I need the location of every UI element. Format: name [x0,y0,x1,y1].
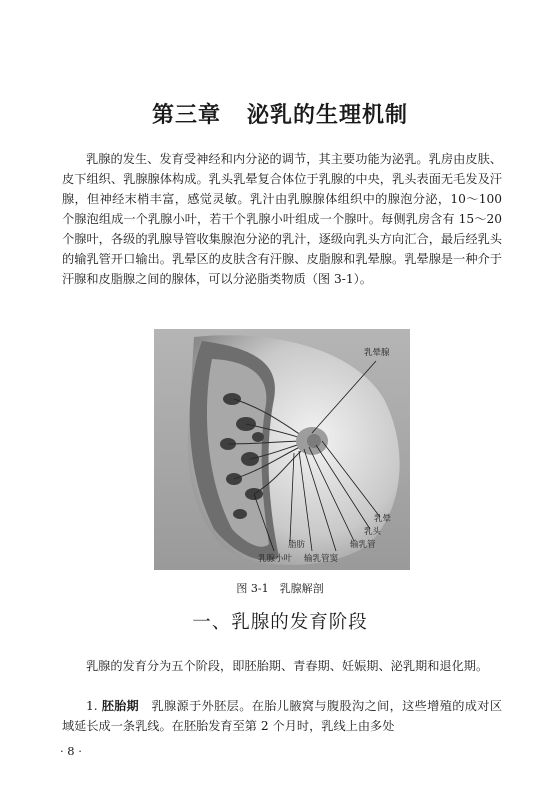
label-areolar-gland: 乳晕腺 [364,348,390,358]
stage-term: 胚胎期 [101,699,139,713]
label-lactiferous-sinus: 输乳管窦 [304,554,339,564]
breast-anatomy-figure [154,329,410,570]
label-lobule: 乳腺小叶 [258,554,293,564]
intro-paragraph: 乳腺的发生、发育受神经和内分泌的调节，其主要功能为泌乳。乳房由皮肤、皮下组织、乳腺腺体构成。乳头乳晕复合体位于乳腺的中央，乳头表面无毛发及汗腺，但神经末梢丰富，感觉灵敏。乳汁由乳腺腺体组织中的腺泡分泌，10～100 个腺泡组成一个乳腺小叶，若干个乳腺小叶组成一个腺叶。每侧乳房含有 15～20 个腺叶，各级的乳腺导管收集腺泡分泌的乳汁，逐级向乳头方向汇合，最后经乳头的输乳管开口输出。乳晕区的皮肤含有汗腺、皮脂腺和乳晕腺。乳晕腺是一种介于汗腺和皮脂腺之间的腺体，可以分泌脂类物质（图 3-1）。 [62,152,502,286]
label-areola: 乳晕 [374,514,392,524]
section-title: 一、乳腺的发育阶段 [192,612,368,633]
nipple-shape [307,434,321,448]
section-paragraph: 乳腺的发育分为五个阶段，即胚胎期、青春期、妊娠期、泌乳期和退化期。 [86,659,489,673]
label-fat: 脂肪 [288,540,306,550]
label-nipple: 乳头 [364,527,382,537]
page-number: · 8 · [60,744,82,758]
label-lactiferous-duct: 输乳管 [350,540,376,550]
stage-number: 1. [86,699,98,713]
figure-caption: 图 3-1 乳腺解剖 [236,582,324,595]
chapter-title [0,98,560,129]
chapter-number: 第三章 [151,103,221,128]
stage-text: 乳腺源于外胚层。在胎儿腋窝与腹股沟之间，这些增殖的成对区域延长成一条乳线。在胚胎发育至第 2 个月时，乳线上由多处 [62,699,503,733]
breast-anatomy-illustration [154,329,410,570]
chapter-name: 泌乳的生理机制 [247,103,409,128]
stage-paragraph [62,696,502,736]
